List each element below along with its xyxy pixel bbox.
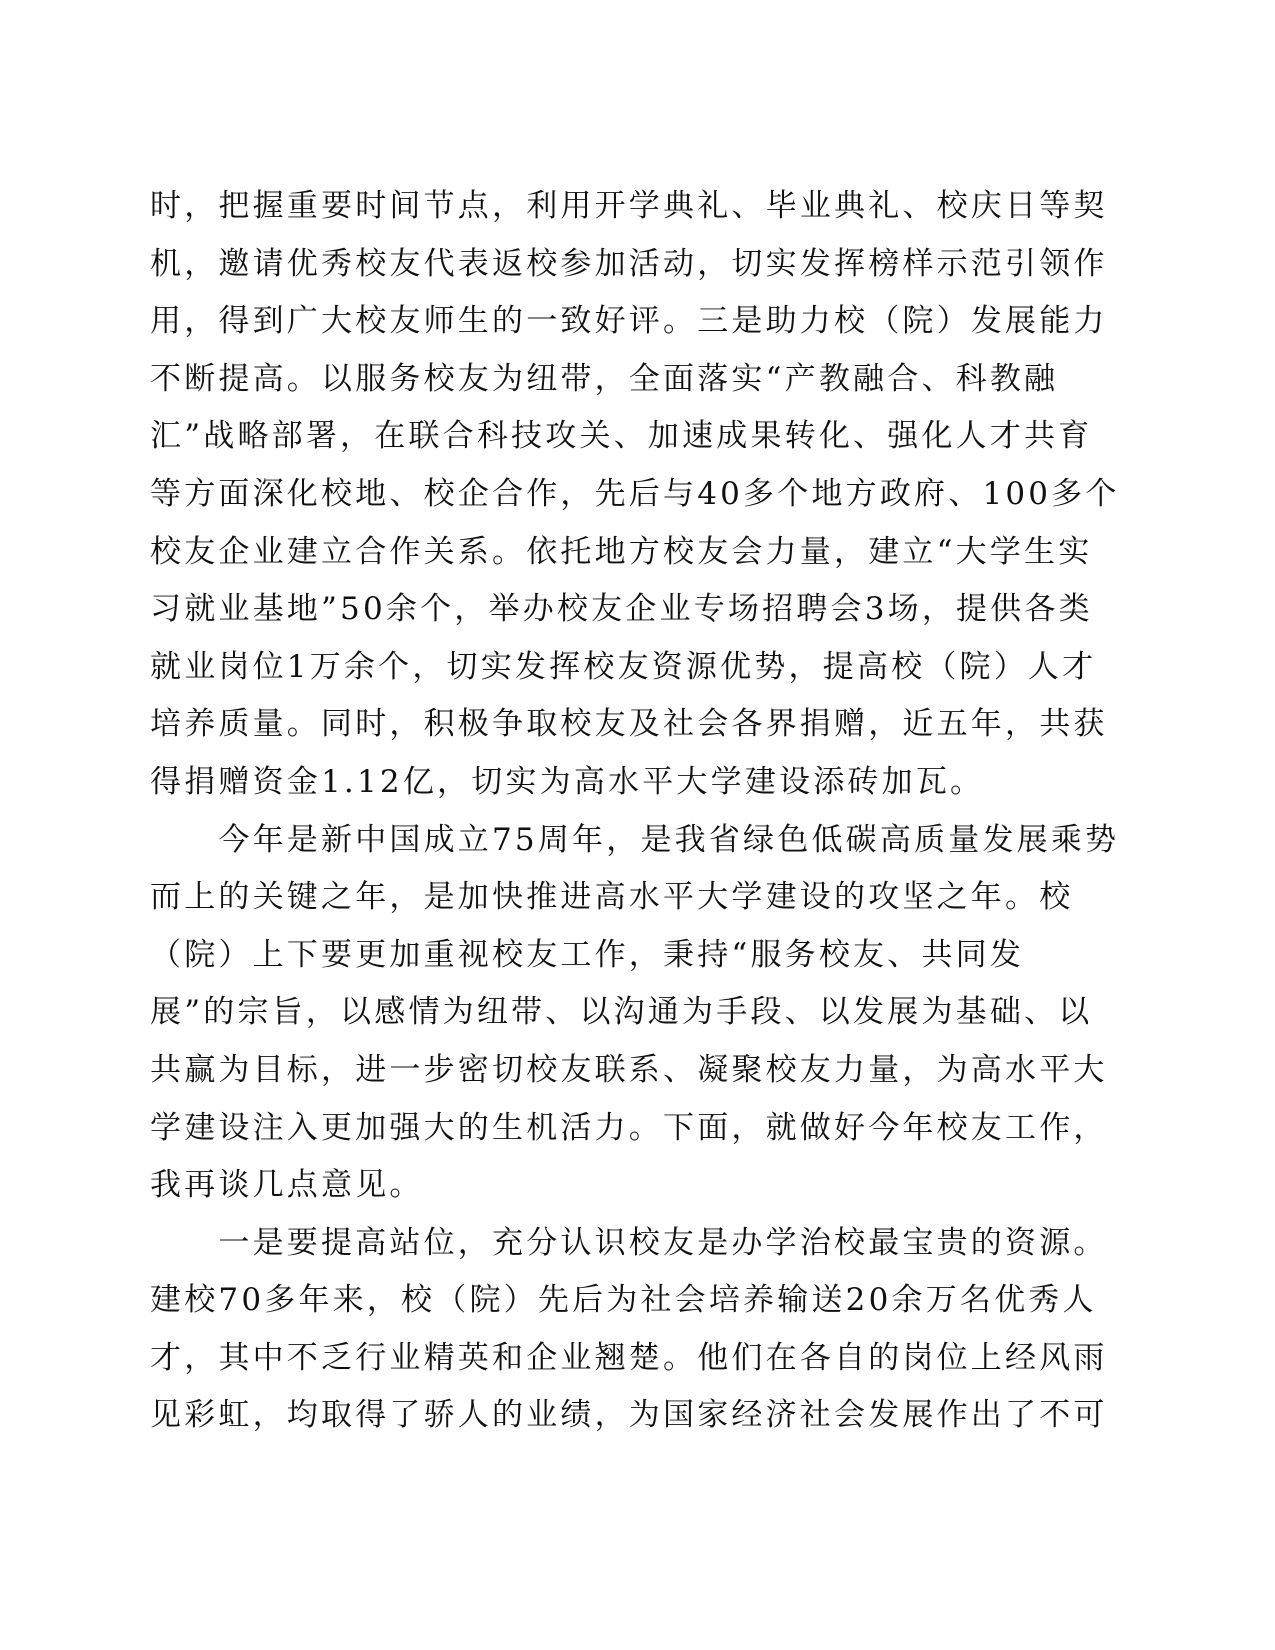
- text-line-10: 培养质量。同时，积极争取校友及社会各界捐赠，近五年，共获: [150, 706, 1108, 743]
- text-line-13: 而上的关键之年，是加快推进高水平大学建设的攻坚之年。校: [150, 879, 1074, 916]
- text-line-19: 一是要提高站位，充分认识校友是办学治校最宝贵的资源。: [150, 1224, 1108, 1261]
- text-line-14: （院）上下要更加重视校友工作，秉持“服务校友、共同发: [150, 936, 1025, 973]
- text-line-12: 今年是新中国成立75周年，是我省绿色低碳高质量发展乘势: [150, 821, 1120, 858]
- text-line-2: 机，邀请优秀校友代表返校参加活动，切实发挥榜样示范引领作: [150, 245, 1108, 282]
- text-line-9: 就业岗位1万余个，切实发挥校友资源优势，提高校（院）人才: [150, 648, 1097, 685]
- text-line-3: 用，得到广大校友师生的一致好评。三是助力校（院）发展能力: [150, 303, 1108, 340]
- text-line-6: 等方面深化校地、校企合作，先后与40多个地方政府、100多个: [150, 475, 1120, 512]
- text-line-21: 才，其中不乏行业精英和企业翘楚。他们在各自的岗位上经风雨: [150, 1339, 1108, 1376]
- text-line-18: 我再谈几点意见。: [150, 1167, 424, 1204]
- text-line-16: 共赢为目标，进一步密切校友联系、凝聚校友力量，为高水平大: [150, 1051, 1108, 1088]
- text-line-15: 展”的宗旨，以感情为纽带、以沟通为手段、以发展为基础、以: [150, 994, 1093, 1031]
- text-line-4: 不断提高。以服务校友为纽带，全面落实“产教融合、科教融: [150, 360, 1059, 397]
- text-line-17: 学建设注入更加强大的生机活力。下面，就做好今年校友工作，: [150, 1109, 1108, 1146]
- text-line-1: 时，把握重要时间节点，利用开学典礼、毕业典礼、校庆日等契: [150, 188, 1108, 224]
- body-text: [150, 178, 1150, 1445]
- text-line-5: 汇”战略部署，在联合科技攻关、加速成果转化、强化人才共育: [150, 418, 1093, 455]
- text-line-8: 习就业基地”50余个，举办校友企业专场招聘会3场，提供各类: [150, 591, 1093, 628]
- text-line-7: 校友企业建立合作关系。依托地方校友会力量，建立“大学生实: [150, 533, 1093, 570]
- text-line-11: 得捐赠资金1.12亿，切实为高水平大学建设添砖加瓦。: [150, 763, 985, 800]
- text-line-22: 见彩虹，均取得了骄人的业绩，为国家经济社会发展作出了不可: [150, 1397, 1108, 1434]
- text-line-20: 建校70多年来，校（院）先后为社会培养输送20余万名优秀人: [150, 1282, 1097, 1319]
